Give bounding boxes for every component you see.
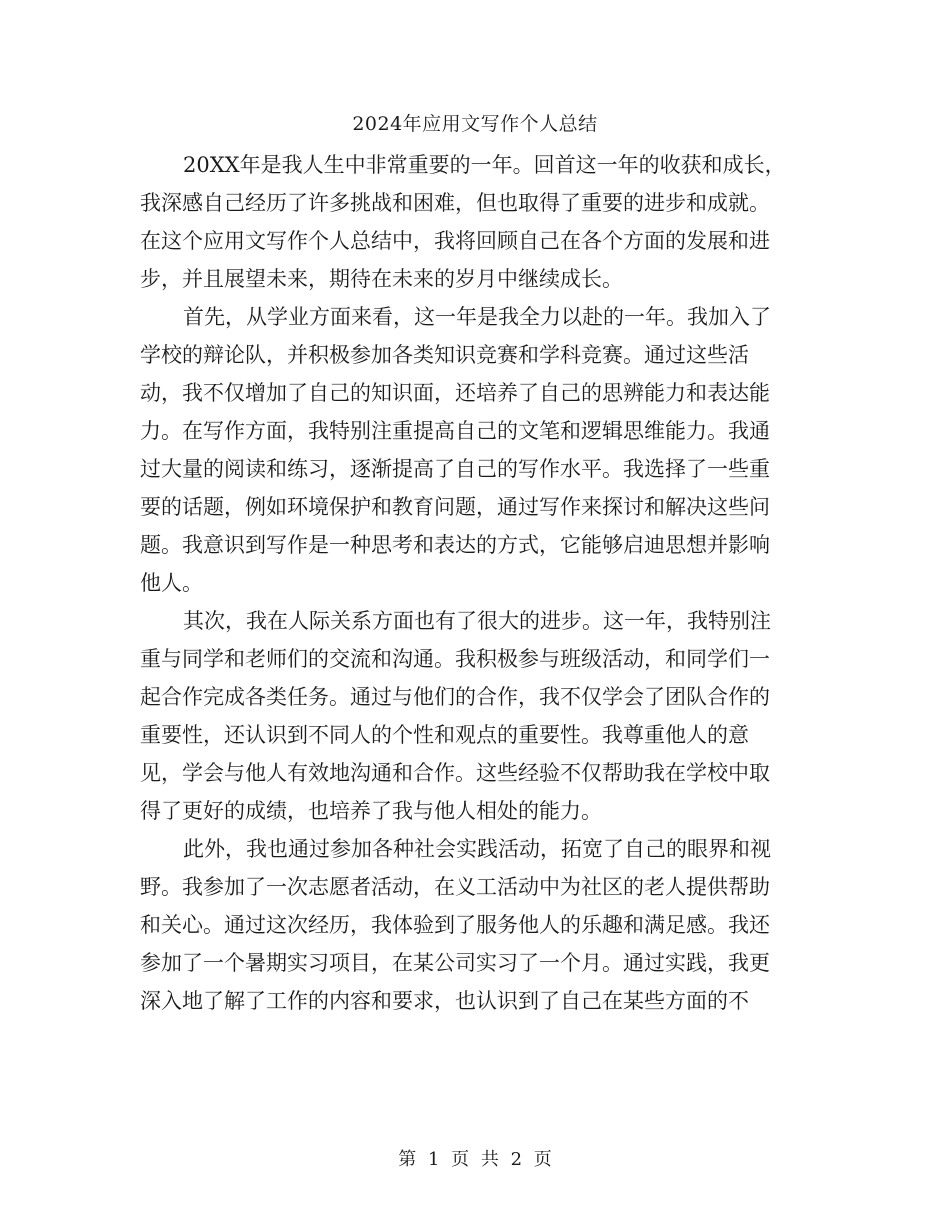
paragraph-2-line-4: 力。在写作方面，我特别注重提高自己的文笔和逻辑思维能力。我通 <box>140 419 770 443</box>
paragraph-3-line-5: 见，学会与他人有效地沟通和合作。这些经验不仅帮助我在学校中取 <box>140 761 770 785</box>
paragraph-1-line-3: 在这个应用文写作个人总结中，我将回顾自己在各个方面的发展和进 <box>140 229 770 253</box>
paragraph-4-line-1: 此外，我也通过参加各种社会实践活动，拓宽了自己的眼界和视 <box>183 837 771 861</box>
paragraph-2-line-8: 他人。 <box>140 571 203 595</box>
document-title: 2024年应用文写作个人总结 <box>352 113 598 135</box>
paragraph-1-line-2: 我深感自己经历了许多挑战和困难，但也取得了重要的进步和成就。 <box>140 191 770 215</box>
paragraph-3-line-1: 其次，我在人际关系方面也有了很大的进步。这一年，我特别注 <box>183 609 771 633</box>
paragraph-2-line-6: 要的话题，例如环境保护和教育问题，通过写作来探讨和解决这些问 <box>140 495 770 519</box>
paragraph-4-line-5: 深入地了解了工作的内容和要求，也认识到了自己在某些方面的不 <box>140 989 749 1013</box>
paragraph-3-line-3: 起合作完成各类任务。通过与他们的合作，我不仅学会了团队合作的 <box>140 685 770 709</box>
paragraph-4-line-3: 和关心。通过这次经历，我体验到了服务他人的乐趣和满足感。我还 <box>140 913 770 937</box>
document-body <box>140 146 800 1020</box>
paragraph-2-line-5: 过大量的阅读和练习，逐渐提高了自己的写作水平。我选择了一些重 <box>140 457 770 481</box>
paragraph-2-line-3: 动，我不仅增加了自己的知识面，还培养了自己的思辨能力和表达能 <box>140 381 770 405</box>
paragraph-1-line-1: 20XX年是我人生中非常重要的一年。回首这一年的收获和成长， <box>183 153 786 177</box>
paragraph-3-line-2: 重与同学和老师们的交流和沟通。我积极参与班级活动，和同学们一 <box>140 647 770 671</box>
page-number-footer: 第 1 页 共 2 页 <box>398 1149 552 1170</box>
paragraph-2-line-7: 题。我意识到写作是一种思考和表达的方式，它能够启迪思想并影响 <box>140 533 770 557</box>
paragraph-2-line-2: 学校的辩论队，并积极参加各类知识竞赛和学科竞赛。通过这些活 <box>140 343 749 367</box>
paragraph-4-line-2: 野。我参加了一次志愿者活动，在义工活动中为社区的老人提供帮助 <box>140 875 770 899</box>
paragraph-3-line-6: 得了更好的成绩，也培养了我与他人相处的能力。 <box>140 799 602 823</box>
paragraph-3-line-4: 重要性，还认识到不同人的个性和观点的重要性。我尊重他人的意 <box>140 723 749 747</box>
paragraph-1-line-4: 步，并且展望未来，期待在未来的岁月中继续成长。 <box>140 267 623 291</box>
paragraph-4-line-4: 参加了一个暑期实习项目，在某公司实习了一个月。通过实践，我更 <box>140 951 770 975</box>
paragraph-2-line-1: 首先，从学业方面来看，这一年是我全力以赴的一年。我加入了 <box>183 305 771 329</box>
